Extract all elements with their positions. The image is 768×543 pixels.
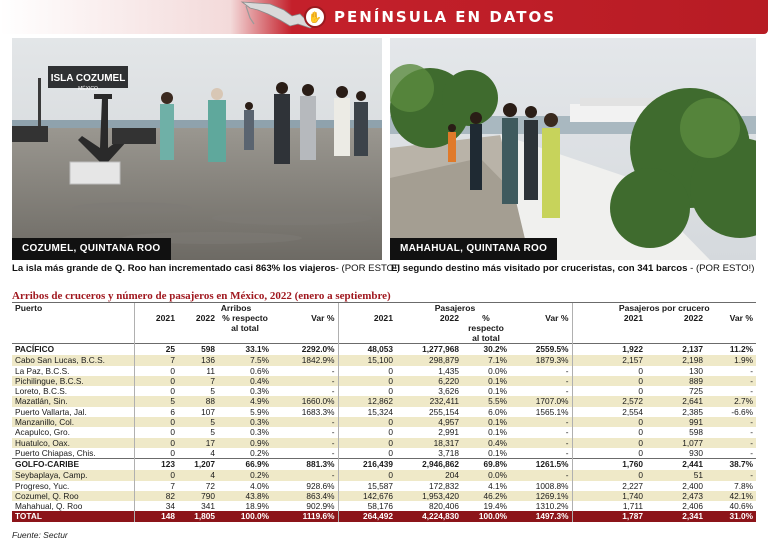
- table-cell: 1,711: [572, 501, 646, 511]
- table-cell: 0.4%: [462, 438, 510, 448]
- table-cell: 4.0%: [250, 480, 269, 491]
- table-cell: 598: [689, 427, 703, 438]
- row-label: Loreto, B.C.S.: [15, 386, 68, 397]
- table-row: [12, 407, 756, 417]
- table-cell: 19.4%: [483, 501, 507, 512]
- table-cell: 2,991: [438, 427, 459, 438]
- table-cell: -: [706, 470, 756, 480]
- table-cell: 264,492: [338, 511, 396, 522]
- table-cell: 33.1%: [218, 344, 272, 356]
- table-cell: 0: [338, 386, 396, 396]
- table-cell: 7: [134, 355, 178, 365]
- table-cell: -: [750, 365, 753, 376]
- table-cell: 341: [201, 501, 215, 512]
- table-cell: -: [750, 447, 753, 458]
- page-title: PENÍNSULA EN DATOS: [334, 8, 557, 26]
- table-cell: 18,317: [396, 438, 462, 448]
- table-cell: 5: [210, 427, 215, 438]
- table-cell: 2,137: [646, 344, 706, 356]
- table-cell: 0.3%: [218, 417, 272, 427]
- table-cell: 0.1%: [488, 386, 507, 397]
- table-cell: 0: [338, 417, 396, 427]
- table-cell: 0.3%: [250, 427, 269, 438]
- table-cell: -: [272, 376, 338, 386]
- table-cell: 0.0%: [488, 365, 507, 376]
- table-cell: 1,435: [438, 365, 459, 376]
- table-cell: 1.9%: [706, 355, 756, 365]
- table-cell: -: [331, 427, 335, 438]
- col-arribos-var: Var %: [311, 313, 335, 324]
- table-cell: 881.3%: [272, 459, 338, 471]
- table-cell: 255,154: [429, 406, 459, 417]
- table-cell: 17: [178, 438, 218, 448]
- table-cell: 15,324: [338, 407, 396, 417]
- row-label: Cozumel, Q. Roo: [12, 491, 134, 501]
- table-cell: 863.4%: [272, 491, 338, 501]
- table-cell: 1,953,420: [396, 491, 462, 501]
- col-pasajeros-2021: 2021: [338, 313, 396, 332]
- table-cell: 0: [572, 448, 646, 459]
- table-cell: 0: [572, 417, 646, 427]
- table-cell: 172,832: [429, 480, 459, 491]
- table-cell: 0: [134, 417, 178, 427]
- table-cell: 0: [134, 448, 178, 459]
- table-cell: 0.4%: [218, 376, 272, 386]
- row-label: Puerto Chiapas, Chis.: [15, 447, 96, 458]
- table-cell: 2559.5%: [510, 344, 572, 356]
- table-cell: 100.0%: [218, 511, 272, 522]
- col-crucero-2022: 2022: [683, 313, 703, 324]
- col-pasajeros-pct: % respecto al total: [468, 313, 504, 344]
- table-cell: 2,406: [682, 501, 703, 512]
- table-cell: 1,207: [178, 459, 218, 471]
- table-cell: 1,277,968: [396, 344, 462, 356]
- table-cell: 42.1%: [706, 491, 756, 501]
- table-cell: 1497.3%: [510, 511, 572, 522]
- photo-mahahual: [390, 38, 756, 260]
- table-cell: 2.7%: [706, 396, 756, 406]
- table-cell: 820,406: [429, 501, 459, 512]
- table-cell: 0: [572, 438, 646, 448]
- table-cell: 928.6%: [306, 480, 335, 491]
- table-cell: -: [331, 386, 335, 397]
- row-label: Huatulco, Oax.: [12, 438, 134, 448]
- row-label: La Paz, B.C.S.: [15, 365, 70, 376]
- table-cell: -: [510, 438, 572, 448]
- table-cell: 43.8%: [218, 491, 272, 501]
- table-cell: -: [331, 447, 335, 458]
- table-cell: 2,400: [682, 480, 703, 491]
- table-cell: 107: [201, 406, 215, 417]
- table-cell: 0: [338, 470, 396, 480]
- table-cell: 0: [572, 386, 646, 396]
- table-cell: 1879.3%: [510, 355, 572, 365]
- cruise-table: [12, 303, 756, 522]
- table-cell: 0: [134, 366, 178, 376]
- table-cell: 2,554: [572, 407, 646, 417]
- table-cell: 15,587: [338, 481, 396, 491]
- table-cell: 31.0%: [706, 511, 756, 522]
- table-cell: 5: [134, 396, 178, 406]
- table-cell: 30.2%: [462, 344, 510, 356]
- table-cell: 1707.0%: [510, 396, 572, 406]
- table-cell: 216,439: [338, 459, 396, 471]
- photo-caption-cozumel: La isla más grande de Q. Roo han incrementado casi 863% los viajeros- (POR ESTO!): [12, 263, 400, 274]
- photo-cozumel: [12, 38, 382, 260]
- table-cell: 40.6%: [729, 501, 753, 512]
- table-row: [12, 355, 756, 365]
- table-cell: 2,227: [572, 481, 646, 491]
- table-cell: 0: [338, 427, 396, 437]
- table-cell: 15,100: [338, 355, 396, 365]
- table-cell: 1,760: [572, 459, 646, 471]
- table-cell: 2,198: [646, 355, 706, 365]
- table-cell: 0: [134, 427, 178, 437]
- table-cell: 2,441: [646, 459, 706, 471]
- table-cell: 1008.8%: [535, 480, 569, 491]
- cozumel-sign: ISLA COZUMEL: [50, 73, 126, 84]
- table-cell: 2,946,862: [396, 459, 462, 471]
- table-row: [12, 417, 756, 427]
- table-cell: 2,341: [646, 511, 706, 522]
- table-cell: 0.1%: [488, 427, 507, 438]
- table-cell: 0.3%: [250, 386, 269, 397]
- table-cell: 0: [572, 366, 646, 376]
- source-note: Fuente: Sectur: [12, 530, 68, 540]
- col-arribos-pct: % respecto al total: [222, 313, 268, 334]
- table-cell: 5: [210, 386, 215, 397]
- table-cell: 0: [134, 386, 178, 396]
- table-cell: 130: [689, 365, 703, 376]
- table-cell: 1565.1%: [535, 406, 569, 417]
- table-cell: 148: [134, 511, 178, 522]
- table-cell: 598: [178, 344, 218, 356]
- table-cell: 902.9%: [306, 501, 335, 512]
- photo-caption-mahahual: El segundo destino más visitado por cruceristas, con 341 barcos - (POR ESTO!): [391, 263, 755, 274]
- table-cell: 0.1%: [488, 447, 507, 458]
- table-cell: 66.9%: [218, 459, 272, 471]
- table-cell: 2,385: [682, 406, 703, 417]
- table-cell: 889: [646, 376, 706, 386]
- table-row: [12, 366, 756, 376]
- table-row: [12, 470, 756, 480]
- table-cell: 0.1%: [462, 417, 510, 427]
- row-label: Puerto Vallarta, Jal.: [15, 406, 87, 417]
- table-cell: 0: [572, 376, 646, 386]
- table-subheader-row: [12, 313, 756, 332]
- table-cell: 46.2%: [462, 491, 510, 501]
- table-group-row: [12, 344, 756, 356]
- table-cell: 0: [134, 438, 178, 448]
- table-cell: 0: [134, 470, 178, 480]
- hand-seal-icon: ✋: [304, 6, 326, 28]
- table-title: Arribos de cruceros y número de pasajeros en México, 2022 (enero a septiembre): [12, 290, 391, 302]
- table-row: [12, 481, 756, 491]
- row-label: Cabo San Lucas, B.C.S.: [12, 355, 134, 365]
- table-cell: 100.0%: [462, 511, 510, 522]
- table-cell: 4: [178, 470, 218, 480]
- table-cell: 7.5%: [218, 355, 272, 365]
- table-cell: 790: [178, 491, 218, 501]
- row-label: Mazatlán, Sin.: [12, 396, 134, 406]
- table-row: [12, 491, 756, 501]
- table-cell: 142,676: [338, 491, 396, 501]
- photo-location-tag: COZUMEL, QUINTANA ROO: [12, 238, 171, 260]
- table-cell: 58,176: [338, 501, 396, 511]
- table-cell: 5: [178, 417, 218, 427]
- col-group-por-crucero: Pasajeros por crucero: [572, 303, 756, 313]
- table-cell: 0: [338, 376, 396, 386]
- row-label: Mahahual, Q. Roo: [15, 501, 83, 512]
- table-cell: 7.1%: [462, 355, 510, 365]
- table-cell: 3,718: [438, 447, 459, 458]
- table-cell: 298,879: [396, 355, 462, 365]
- table-total-row: [12, 511, 756, 522]
- table-cell: 18.9%: [245, 501, 269, 512]
- col-puerto: Puerto: [15, 303, 43, 313]
- table-cell: -: [272, 470, 338, 480]
- table-cell: 1842.9%: [272, 355, 338, 365]
- table-cell: 123: [134, 459, 178, 471]
- table-cell: 4.9%: [218, 396, 272, 406]
- table-cell: 6: [134, 407, 178, 417]
- table-cell: -: [565, 427, 569, 438]
- table-cell: 0: [572, 470, 646, 480]
- table-cell: 0.6%: [250, 365, 269, 376]
- col-group-arribos: Arribos: [134, 303, 338, 313]
- table-row: [12, 376, 756, 386]
- table-cell: 11: [206, 365, 215, 376]
- table-cell: 1,740: [572, 491, 646, 501]
- row-label: PACÍFICO: [12, 344, 134, 356]
- table-cell: -: [272, 417, 338, 427]
- table-cell: 11.2%: [706, 344, 756, 356]
- table-cell: 38.7%: [706, 459, 756, 471]
- table-cell: 6.0%: [488, 406, 507, 417]
- table-cell: -: [510, 417, 572, 427]
- table-cell: 82: [134, 491, 178, 501]
- table-cell: 69.8%: [462, 459, 510, 471]
- col-crucero-2021: 2021: [572, 313, 646, 332]
- table-cell: 3,626: [438, 386, 459, 397]
- table-cell: 1,922: [572, 344, 646, 356]
- table-cell: 0.2%: [218, 470, 272, 480]
- row-label: TOTAL: [12, 511, 134, 522]
- table-cell: 1660.0%: [272, 396, 338, 406]
- table-cell: 930: [689, 447, 703, 458]
- table-cell: 2,572: [572, 396, 646, 406]
- table-header-row: [12, 303, 756, 313]
- table-cell: -6.6%: [731, 406, 753, 417]
- page-header: [0, 0, 768, 34]
- table-cell: 2292.0%: [272, 344, 338, 356]
- table-cell: 2,641: [646, 396, 706, 406]
- row-label: Seybaplaya, Camp.: [12, 470, 134, 480]
- row-label: Progreso, Yuc.: [15, 480, 70, 491]
- table-row: [12, 396, 756, 406]
- table-cell: -: [272, 438, 338, 448]
- col-pasajeros-var: Var %: [545, 313, 569, 324]
- row-label: GOLFO-CARIBE: [12, 459, 134, 471]
- table-cell: 1261.5%: [510, 459, 572, 471]
- table-cell: 725: [689, 386, 703, 397]
- table-cell: 72: [205, 480, 215, 491]
- table-cell: -: [750, 427, 753, 438]
- table-cell: -: [565, 447, 569, 458]
- table-cell: 51: [646, 470, 706, 480]
- table-cell: 0.2%: [250, 447, 269, 458]
- table-cell: 7: [178, 376, 218, 386]
- table-cell: -: [510, 376, 572, 386]
- table-cell: -: [510, 470, 572, 480]
- table-cell: 4: [210, 447, 215, 458]
- table-cell: 204: [396, 470, 462, 480]
- table-cell: -: [706, 438, 756, 448]
- table-cell: 12,862: [338, 396, 396, 406]
- photo-location-tag: MAHAHUAL, QUINTANA ROO: [390, 238, 557, 260]
- table-cell: -: [706, 417, 756, 427]
- row-label: Pichilingue, B.C.S.: [12, 376, 134, 386]
- table-row: [12, 386, 756, 396]
- col-arribos-2022: 2022: [195, 313, 215, 324]
- table-cell: 4,957: [396, 417, 462, 427]
- table-cell: 0: [338, 438, 396, 448]
- table-cell: 4,224,830: [396, 511, 462, 522]
- table-cell: 136: [178, 355, 218, 365]
- row-label: Manzanillo, Col.: [12, 417, 134, 427]
- table-cell: 0: [338, 448, 396, 459]
- col-arribos-2021: 2021: [134, 313, 178, 332]
- table-row: [12, 438, 756, 448]
- table-cell: 1683.3%: [301, 406, 335, 417]
- table-cell: 1,805: [178, 511, 218, 522]
- table-cell: 88: [178, 396, 218, 406]
- table-cell: 34: [134, 501, 178, 511]
- table-cell: 0.1%: [462, 376, 510, 386]
- table-cell: 6,220: [396, 376, 462, 386]
- table-cell: -: [706, 376, 756, 386]
- col-pasajeros-2022: 2022: [439, 313, 459, 324]
- table-cell: 4.1%: [488, 480, 507, 491]
- table-cell: 5.9%: [250, 406, 269, 417]
- table-cell: 48,053: [338, 344, 396, 356]
- table-cell: 232,411: [396, 396, 462, 406]
- table-cell: 0: [338, 366, 396, 376]
- table-cell: 1,077: [646, 438, 706, 448]
- table-cell: 0.9%: [218, 438, 272, 448]
- table-cell: 1119.6%: [272, 511, 338, 522]
- table-cell: 5.5%: [462, 396, 510, 406]
- table-cell: 1310.2%: [535, 501, 569, 512]
- cozumel-sign-sub: MÉXICO: [78, 86, 98, 92]
- table-row: [12, 448, 756, 459]
- row-label: Acapulco, Gro.: [15, 427, 70, 438]
- table-cell: 25: [134, 344, 178, 356]
- table-cell: 0: [134, 376, 178, 386]
- table-row: [12, 427, 756, 437]
- table-cell: 2,157: [572, 355, 646, 365]
- table-cell: -: [565, 365, 569, 376]
- col-crucero-var: Var %: [729, 313, 753, 324]
- table-cell: 7.8%: [734, 480, 753, 491]
- table-group-row: [12, 459, 756, 471]
- table-cell: -: [750, 386, 753, 397]
- table-cell: -: [565, 386, 569, 397]
- table-cell: 0: [572, 427, 646, 437]
- table-cell: 1269.1%: [510, 491, 572, 501]
- table-cell: -: [331, 365, 335, 376]
- table-cell: 2,473: [646, 491, 706, 501]
- table-cell: 1,787: [572, 511, 646, 522]
- table-row: [12, 501, 756, 511]
- col-group-pasajeros: Pasajeros: [338, 303, 572, 313]
- table-cell: 991: [646, 417, 706, 427]
- table-cell: 7: [134, 481, 178, 491]
- table-cell: 0.0%: [462, 470, 510, 480]
